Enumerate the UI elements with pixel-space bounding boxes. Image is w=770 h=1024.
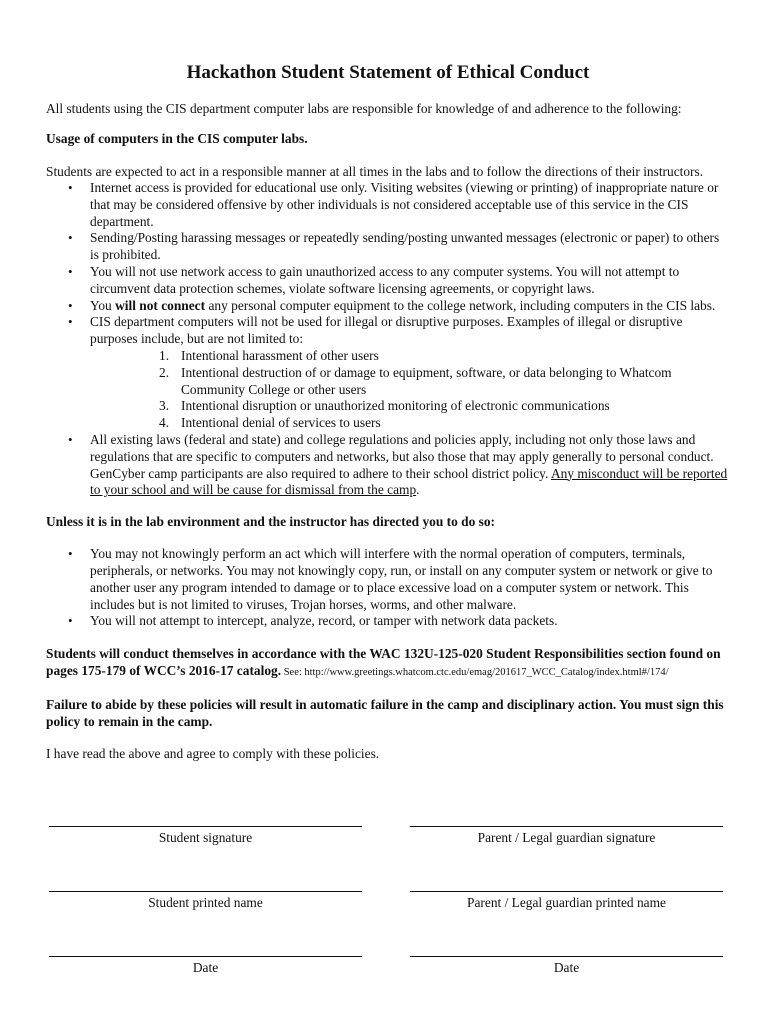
numbered-item — [46, 365, 730, 399]
student-date-label: Date — [192, 960, 219, 975]
list-item — [46, 264, 730, 298]
bullet-text: You will not use network access to gain unauthorized access to any computer systems. You will not attempt to circumvent data protection schemes, violate software licensing agreements, or copyright laws. — [90, 263, 680, 296]
numbered-item — [46, 415, 730, 432]
section1-lead: Students are expected to act in a responsible manner at all times in the labs and to follow the directions of their instructors. — [46, 164, 704, 179]
parent-printed-name-field[interactable] — [410, 891, 723, 911]
item-number: 1. — [159, 347, 170, 363]
printed-name-row — [49, 891, 723, 956]
student-printed-name-field[interactable] — [49, 891, 362, 911]
section1-bullet-list-continued — [46, 432, 730, 499]
parent-signature-label: Parent / Legal guardian signature — [477, 830, 656, 845]
document-title: Hackathon Student Statement of Ethical Conduct — [186, 62, 590, 83]
parent-printed-name-label: Parent / Legal guardian printed name — [467, 895, 666, 910]
item-text: Intentional disruption or unauthorized monitoring of electronic communications — [181, 398, 610, 414]
section1-bullet-list — [46, 180, 730, 348]
item-number: 4. — [159, 415, 170, 431]
parent-signature-field[interactable] — [410, 826, 723, 846]
student-signature-field[interactable] — [49, 826, 362, 846]
bullet-text: You may not knowingly perform an act which will interfere with the normal operation of computers, terminals, peripherals, or networks. You may not knowingly copy, run, or install on any computer system or network or give to another user any program intended to damage or to place excessive load on a computer system or network. This includes but is not limited to viruses, Trojan horses, worms, and other malware. — [90, 546, 713, 612]
parent-date-field[interactable] — [410, 956, 723, 976]
wac-bold-text: Students will conduct themselves in accordance with the WAC 132U-125-020 Student Responsibilities section found on pages 175-179 of WCC’s 2016-17 catalog. — [46, 646, 721, 679]
wac-statement — [46, 645, 730, 681]
item-number: 3. — [159, 398, 170, 414]
bullet-text: any personal computer equipment to the college network, including computers in the CIS labs. — [205, 297, 716, 313]
bullet-text: All existing laws (federal and state) and college regulations and policies apply, including not only those laws and regulations that are specific to computers and networks, but also those that may apply generally to personal conduct. GenCyber camp participants are also required to adhere to their school district policy. — [90, 431, 714, 481]
list-item — [46, 180, 730, 230]
numbered-item — [46, 348, 730, 365]
bullet-text: You will not attempt to intercept, analyze, record, or tamper with network data packets. — [90, 613, 558, 629]
section2-heading: Unless it is in the lab environment and the instructor has directed you to do so: — [46, 514, 495, 530]
list-item — [46, 546, 730, 613]
catalog-link-text: See: http://www.greetings.whatcom.ctc.edu/emag/201617_WCC_Catalog/index.html#/174/ — [281, 667, 669, 679]
bullet-text: . — [416, 482, 420, 498]
signature-row — [49, 826, 723, 891]
student-printed-name-label: Student printed name — [148, 895, 263, 910]
date-row — [49, 956, 723, 1021]
numbered-item — [46, 398, 730, 415]
bullet-bold-text: will not connect — [115, 297, 206, 313]
item-text: Intentional destruction of or damage to equipment, software, or data belonging to Whatcom Community College or other users — [181, 364, 672, 397]
item-text: Intentional harassment of other users — [181, 347, 379, 363]
item-text: Intentional denial of services to users — [181, 415, 381, 431]
document-page — [46, 60, 730, 762]
list-item — [46, 314, 730, 348]
bullet-text: Sending/Posting harassing messages or repeatedly sending/posting unwanted messages (electronic or paper) to others is prohibited. — [90, 230, 720, 263]
bullet-text: You — [90, 297, 116, 313]
agreement-statement: I have read the above and agree to comply with these policies. — [46, 746, 380, 762]
prohibited-purposes-list — [46, 348, 730, 432]
list-item — [46, 230, 730, 264]
list-item — [46, 613, 730, 630]
section2-bullet-list — [46, 546, 730, 630]
list-item — [46, 432, 730, 499]
bullet-text: Internet access is provided for educational use only. Visiting websites (viewing or printing) of inappropriate nature or that may be considered offensive by other individuals is not considered acceptable use of this service in the CIS department. — [90, 180, 719, 229]
misconduct-warning: Any misconduct will be reported to your school and will be cause for dismissal from the camp — [90, 465, 728, 498]
student-date-field[interactable] — [49, 956, 362, 976]
student-signature-label: Student signature — [158, 830, 253, 845]
section1-heading: Usage of computers in the CIS computer labs. — [46, 131, 308, 146]
parent-date-label: Date — [553, 960, 580, 975]
intro-paragraph: All students using the CIS department computer labs are responsible for knowledge of and adherence to the following: — [46, 101, 682, 116]
bullet-text: CIS department computers will not be used for illegal or disruptive purposes. Examples of illegal or disruptive purposes include, but are not limited to: — [90, 314, 683, 347]
failure-statement: Failure to abide by these policies will result in automatic failure in the camp and disciplinary action. You must sign this policy to remain in the camp. — [46, 697, 724, 730]
list-item — [46, 298, 730, 315]
item-number: 2. — [159, 364, 170, 380]
signature-section — [49, 826, 723, 1021]
